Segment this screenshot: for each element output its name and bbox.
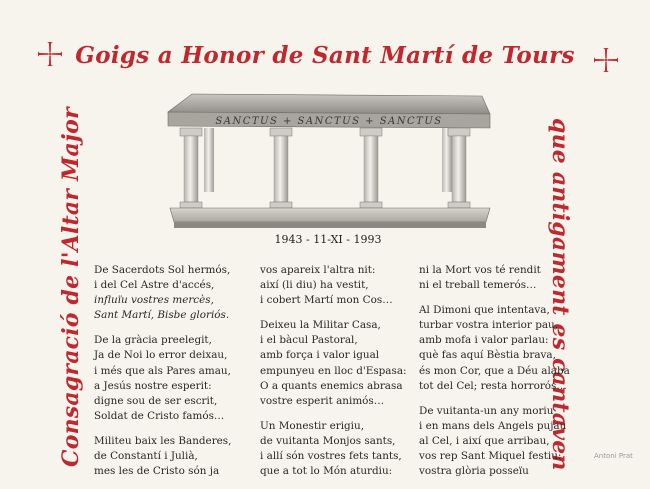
verse-line: i en mans dels Angels pujau	[419, 419, 567, 432]
verse-line: turbar vostra interior pau,	[419, 319, 559, 332]
verse-line: Deixeu la Militar Casa,	[260, 319, 381, 332]
verse-line: Soldat de Cristo famós…	[94, 409, 225, 422]
verse-line: tot del Cel; resta horrorós…	[419, 379, 567, 392]
verse-line: De Sacerdots Sol hermós,	[94, 264, 231, 276]
verse-line: a Jesús nostre esperit:	[94, 379, 212, 392]
verse-line: i del Cel Astre d'accés,	[94, 279, 215, 292]
side-caption-left: Consagració de l'Altar Major	[58, 107, 84, 467]
verse-line: Al Dimoni que intentava,	[419, 304, 550, 317]
verse-line: Sant Martí, Bisbe gloriós.	[94, 309, 230, 322]
stanza	[419, 404, 567, 479]
stanza	[260, 419, 406, 479]
verse-line: de Constantí i Julià,	[94, 450, 198, 463]
verse-line: Un Monestir erigiu,	[260, 419, 364, 432]
verse-line: i cobert Martí mon Cos…	[260, 294, 393, 307]
watermark: Antoni Prat	[594, 452, 633, 460]
page-title: Goigs a Honor de Sant Martí de Tours	[75, 42, 575, 69]
verse-column	[260, 263, 406, 489]
verse-line: i més que als Pares amau,	[94, 364, 231, 377]
verse-line: vos apareix l'altra nit:	[260, 264, 376, 276]
verse-line: vostra glòria posseïu	[419, 465, 529, 478]
verse-line: amb mofa i valor parlau:	[419, 334, 549, 347]
verse-line: De vuitanta-un any moriu	[419, 404, 554, 417]
stanza	[94, 263, 240, 323]
stanza	[419, 303, 570, 394]
verse-line: i allí són vostres fets tants,	[260, 450, 402, 463]
stanza	[94, 333, 240, 424]
verse-line: vostre esperit animós…	[260, 394, 385, 407]
verse-column	[94, 263, 240, 489]
verse-line: mes les de Cristo són ja	[94, 465, 220, 478]
verse-line: digne sou de ser escrit,	[94, 394, 218, 407]
verse-line: què fas aquí Bèstia brava,	[419, 349, 556, 362]
verse-line: és mon Cor, que a Déu alaba	[419, 364, 570, 377]
altar-inscription: SANCTUS + SANCTUS + SANCTUS	[215, 116, 443, 127]
verse-line: ni la Mort vos té rendit	[419, 264, 541, 276]
stanza	[260, 318, 406, 409]
verse-line: empunyeu en lloc d'Espasa:	[260, 364, 407, 377]
verse-line: De la gràcia preelegit,	[94, 334, 212, 347]
verse-line: que a tot lo Món aturdiu:	[260, 465, 393, 478]
verse-line: de vuitanta Monjos sants,	[260, 434, 396, 447]
cross-pattee-icon	[592, 46, 620, 74]
altar-photo	[164, 88, 492, 230]
verse-line: O a quants enemics abrasa	[260, 379, 403, 392]
verse-line: així (li diu) ha vestit,	[260, 279, 369, 292]
stanza	[419, 263, 567, 293]
side-caption-right: que antigament es cantaven	[547, 118, 573, 471]
verse-line: Ja de Noi lo error deixau,	[94, 349, 228, 362]
stanza	[94, 434, 240, 479]
verse-line: influïu vostres mercès,	[94, 294, 214, 307]
verse-line: Militeu baix les Banderes,	[94, 434, 232, 447]
stanza	[260, 263, 406, 308]
verse-line: al Cel, i així que arribau,	[419, 434, 550, 447]
date-caption: 1943 - 11-XI - 1993	[274, 233, 382, 246]
verse-line: vos rep Sant Miquel festiu:	[419, 450, 562, 463]
verse-line: ni el treball temerós…	[419, 279, 537, 292]
verse-line: amb força i valor igual	[260, 349, 380, 362]
verse-line: i el bàcul Pastoral,	[260, 334, 358, 347]
